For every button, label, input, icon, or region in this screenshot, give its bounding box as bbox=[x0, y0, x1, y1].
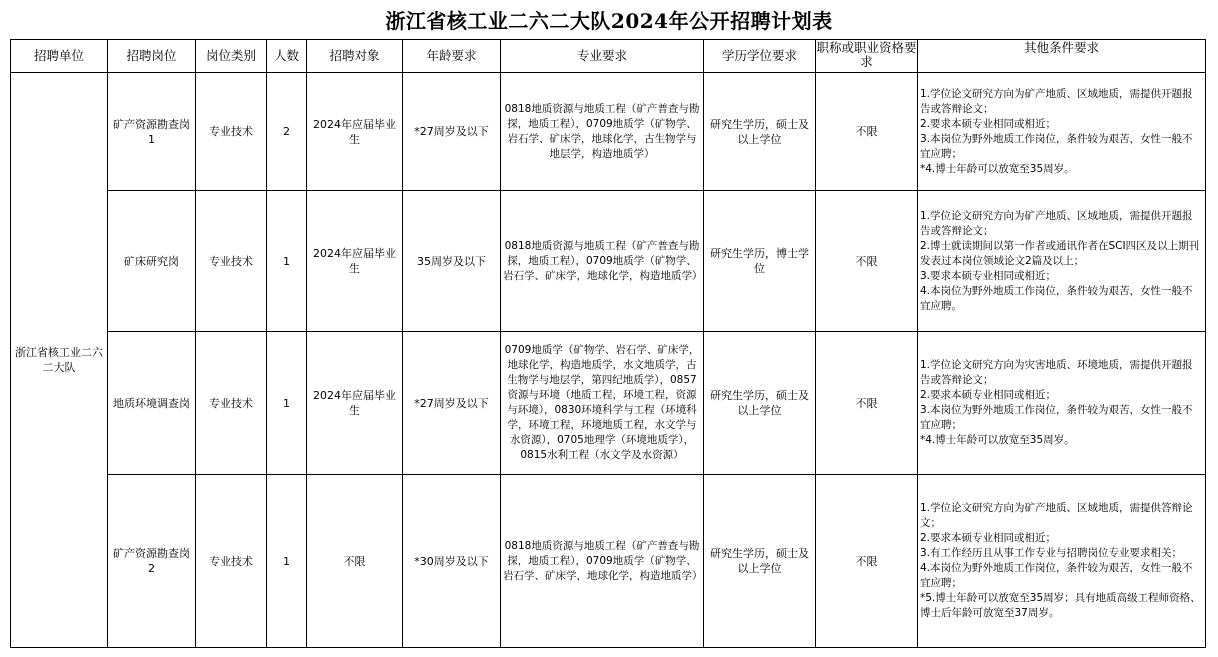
cell-unit: 浙江省核工业二六二大队 bbox=[11, 73, 108, 648]
header-position: 招聘岗位 bbox=[108, 40, 196, 73]
cell-title-requirement: 不限 bbox=[816, 475, 918, 648]
cell-category: 专业技术 bbox=[196, 475, 267, 648]
table-row bbox=[11, 191, 1206, 332]
header-title-requirement: 职称或职业资格要求 bbox=[816, 40, 918, 73]
other-item: 2.要求本硕专业相同或相近； bbox=[920, 117, 1057, 130]
other-item: 3.有工作经历且从事工作专业与招聘岗位专业要求相关； bbox=[920, 547, 1183, 559]
cell-title-requirement: 不限 bbox=[816, 191, 918, 332]
cell-age: *30周岁及以下 bbox=[403, 475, 501, 648]
other-item: 4.本岗位为野外地质工作岗位，条件较为艰苦，女性一般不宜应聘。 bbox=[920, 284, 1193, 312]
cell-position: 地质环境调查岗 bbox=[108, 332, 196, 475]
cell-age: *27周岁及以下 bbox=[403, 332, 501, 475]
table-row bbox=[11, 332, 1206, 475]
cell-other bbox=[918, 191, 1206, 332]
header-major: 专业要求 bbox=[501, 40, 704, 73]
table-row bbox=[11, 73, 1206, 191]
cell-target: 2024年应届毕业生 bbox=[307, 191, 403, 332]
header-count: 人数 bbox=[267, 40, 307, 73]
cell-other bbox=[918, 73, 1206, 191]
header-other: 其他条件要求 bbox=[918, 40, 1206, 73]
other-item: *4.博士年龄可以放宽至35周岁。 bbox=[920, 434, 1075, 446]
other-item: 3.要求本硕专业相同或相近； bbox=[920, 269, 1057, 282]
header-target: 招聘对象 bbox=[307, 40, 403, 73]
cell-major: 0818地质资源与地质工程（矿产普查与勘探，地质工程），0709地质学（矿物学、岩石学、矿床学，地球化学，构造地质学） bbox=[501, 475, 704, 648]
other-item: 4.本岗位为野外地质工作岗位，条件较为艰苦，女性一般不宜应聘； bbox=[920, 562, 1193, 589]
cell-category: 专业技术 bbox=[196, 332, 267, 475]
cell-count: 1 bbox=[267, 475, 307, 648]
cell-category: 专业技术 bbox=[196, 191, 267, 332]
other-item: 3.本岗位为野外地质工作岗位，条件较为艰苦，女性一般不宜应聘； bbox=[920, 404, 1193, 431]
cell-position: 矿床研究岗 bbox=[108, 191, 196, 332]
other-item: *4.博士年龄可以放宽至35周岁。 bbox=[920, 162, 1075, 175]
other-item: 1.学位论文研究方向为矿产地质、区域地质，需提供开题报告或答辩论文； bbox=[920, 209, 1193, 237]
other-item: 1.学位论文研究方向为灾害地质、环境地质，需提供开题报告或答辩论文； bbox=[920, 359, 1193, 386]
cell-other bbox=[918, 332, 1206, 475]
page-title: 浙江省核工业二六二大队2024年公开招聘计划表 bbox=[385, 8, 833, 33]
other-item: 1.学位论文研究方向为矿产地质、区域地质，需提供答辩论文； bbox=[920, 502, 1193, 529]
cell-degree: 研究生学历，硕士及以上学位 bbox=[704, 475, 816, 648]
other-item: 2.博士就读期间以第一作者或通讯作者在SCI四区及以上期刊发表过本岗位领域论文2篇及以上； bbox=[920, 239, 1200, 267]
cell-position: 矿产资源勘查岗1 bbox=[108, 73, 196, 191]
cell-degree: 研究生学历，硕士及以上学位 bbox=[704, 332, 816, 475]
other-item: 1.学位论文研究方向为矿产地质、区域地质，需提供开题报告或答辩论文； bbox=[920, 87, 1193, 115]
cell-degree: 研究生学历，博士学位 bbox=[704, 191, 816, 332]
header-category: 岗位类别 bbox=[196, 40, 267, 73]
cell-category: 专业技术 bbox=[196, 73, 267, 191]
header-unit: 招聘单位 bbox=[11, 40, 108, 73]
cell-major: 0709地质学（矿物学、岩石学、矿床学，地球化学，构造地质学，水文地质学，古生物学与地层学，第四纪地质学），0857资源与环境（地质工程，环境工程，资源与环境），0830环境科学与工程（环境科学，环境工程，环境地质工程，水文学与水资源），0705地理学（环境地质学），0815水利工程（水文学及水资源） bbox=[501, 332, 704, 475]
cell-title-requirement: 不限 bbox=[816, 73, 918, 191]
cell-target: 2024年应届毕业生 bbox=[307, 332, 403, 475]
cell-age: *27周岁及以下 bbox=[403, 73, 501, 191]
cell-count: 2 bbox=[267, 73, 307, 191]
cell-target: 不限 bbox=[307, 475, 403, 648]
cell-count: 1 bbox=[267, 191, 307, 332]
cell-degree: 研究生学历，硕士及以上学位 bbox=[704, 73, 816, 191]
header-row bbox=[11, 40, 1206, 73]
cell-age: 35周岁及以下 bbox=[403, 191, 501, 332]
other-item: 2.要求本硕专业相同或相近； bbox=[920, 389, 1057, 401]
cell-other bbox=[918, 475, 1206, 648]
recruitment-plan-table bbox=[10, 39, 1206, 648]
cell-target: 2024年应届毕业生 bbox=[307, 73, 403, 191]
table-row bbox=[11, 475, 1206, 648]
other-item: 3.本岗位为野外地质工作岗位，条件较为艰苦，女性一般不宜应聘； bbox=[920, 132, 1193, 160]
header-age: 年龄要求 bbox=[403, 40, 501, 73]
other-item: 2.要求本硕专业相同或相近； bbox=[920, 532, 1057, 544]
cell-title-requirement: 不限 bbox=[816, 332, 918, 475]
other-item: *5.博士年龄可以放宽至35周岁；具有地质高级工程师资格、博士后年龄可放宽至37周岁。 bbox=[920, 592, 1201, 619]
cell-major: 0818地质资源与地质工程（矿产普查与勘探，地质工程），0709地质学（矿物学、岩石学、矿床学，地球化学，古生物学与地层学，构造地质学） bbox=[501, 73, 704, 191]
cell-major: 0818地质资源与地质工程（矿产普查与勘探，地质工程），0709地质学（矿物学、岩石学、矿床学，地球化学，构造地质学） bbox=[501, 191, 704, 332]
cell-count: 1 bbox=[267, 332, 307, 475]
header-degree: 学历学位要求 bbox=[704, 40, 816, 73]
cell-position: 矿产资源勘查岗2 bbox=[108, 475, 196, 648]
